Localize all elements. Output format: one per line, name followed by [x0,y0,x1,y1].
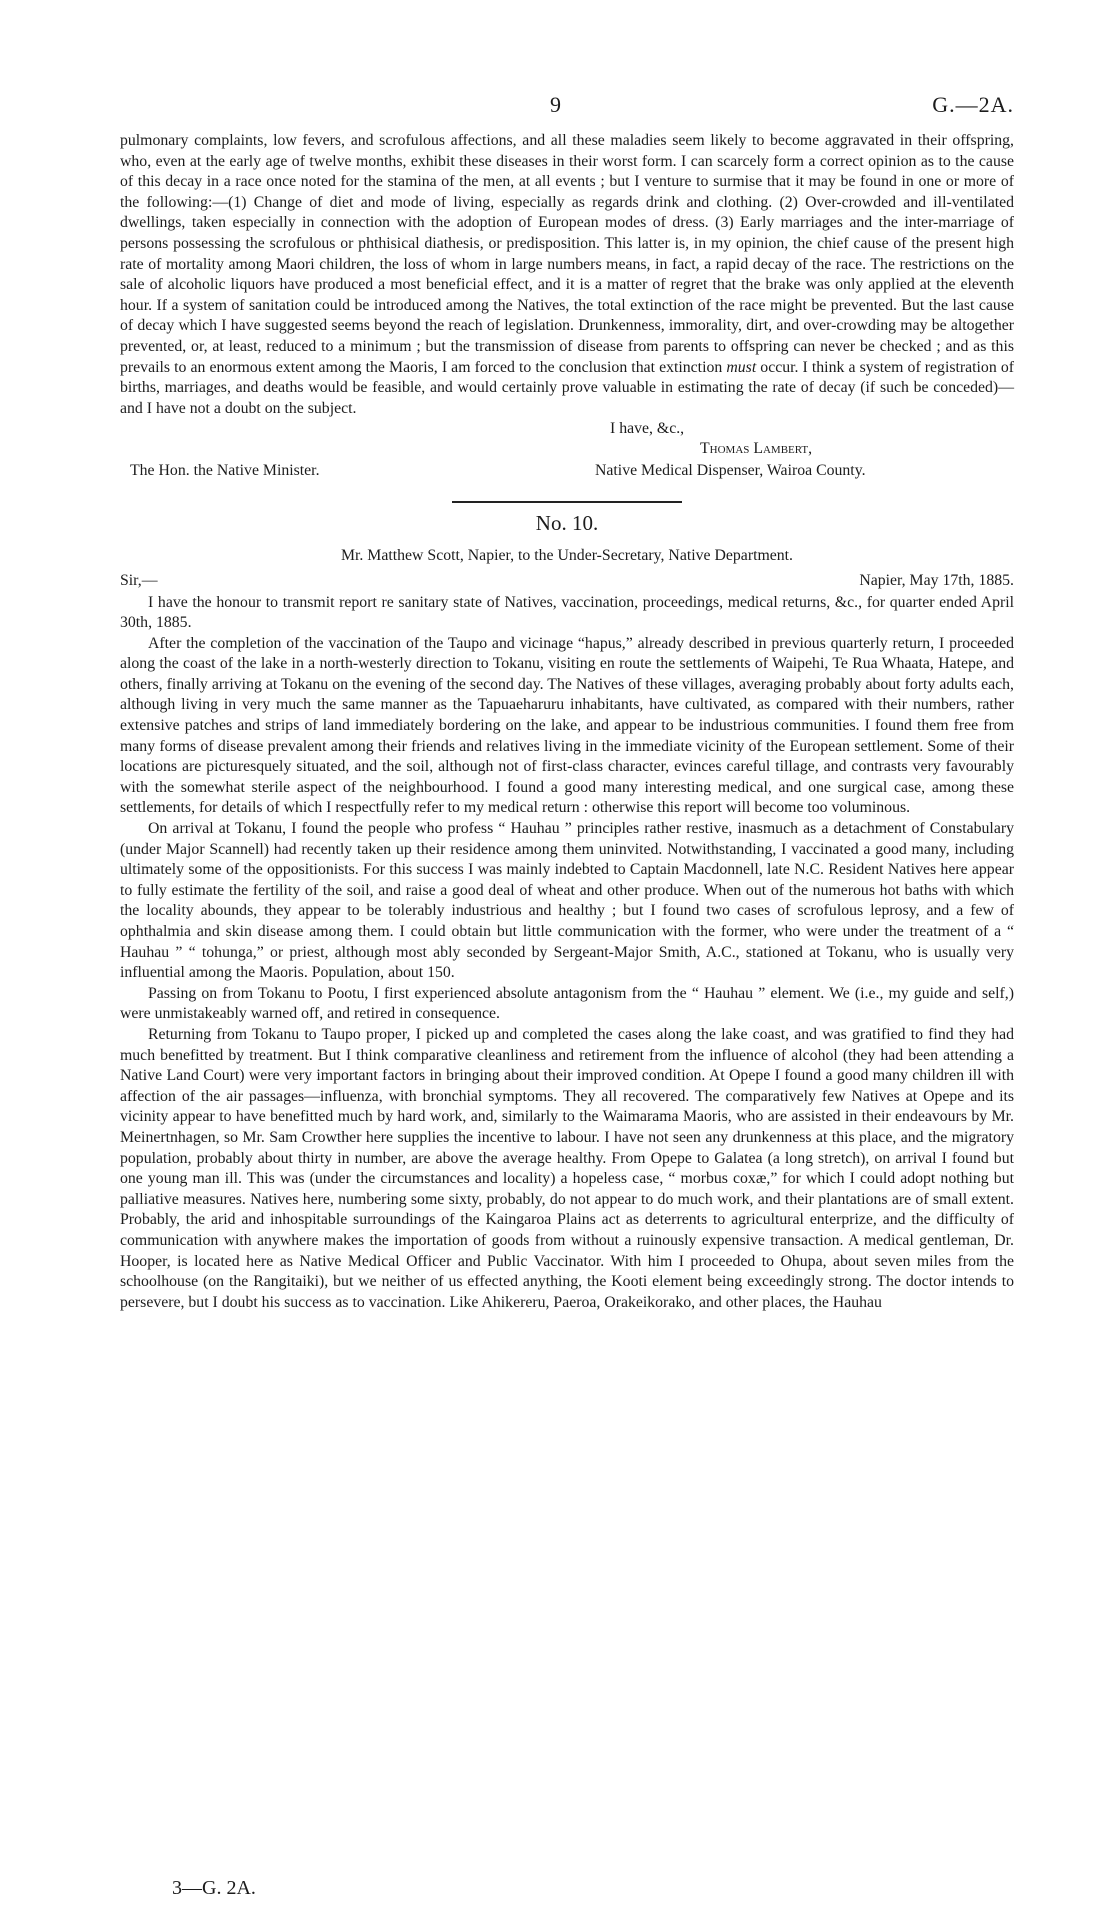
document-reference: G.—2A. [932,92,1014,117]
section-divider [452,501,682,503]
closing-phrase: I have, &c., [610,420,685,438]
page-number: 9 [550,92,561,117]
dateline: Napier, May 17th, 1885. [859,571,1014,589]
paragraph: After the completion of the vaccination of the Taupo and vicinage “hapus,” already described in previous quarterly return, I proceeded along the coast of the lake in a north-westerly direction to Tokanu, visiting en route the settlements of Waipehi, Te Rua Whaata, Hatepe, and others, finally arriving at Tokanu on the evening of the second day. The Natives of these villages, averaging probably about forty adults each, although living in very much the same manner as the Tapuaeharuru inhabitants, have cultivated, as compared with their numbers, rather extensive patches and strips of land immediately bordering on the lake, and appear to be industrious communities. I found them free from many forms of disease prevalent among their friends and relatives living in the immediate vicinity of the European settlement. Some of their locations are picturesquely situated, and the soil, although not of first-class character, evinces careful tillage, and contrasts very favourably with the somewhat sterile aspect of the neighbourhood. I found a good many interesting medical, and one surgical case, among these settlements, for details of which I respectfully refer to my medical return : otherwise this report will become too voluminous. [120,634,1014,817]
letter-9-body: pulmonary complaints, low fevers, and scrofulous affections, and all these maladies seem likely to become aggravated in their offspring, who, even at the early age of twelve months, exhibit these diseases in their worst form. I can scarcely form a correct opinion as to the cause of this decay in a race once noted for the stamina of the men, at all events ; but I venture to surmise that it may be found in one or more of the following:—(1) Change of diet and mode of living, especially as regards drink and clothing. (2) Over-crowded and ill-ventilated dwellings, taken especially in connection with the adoption of European modes of dress. (3) Early marriages and the inter-marriage of persons possessing the scrofulous or phthisical diathesis, or predisposition. This latter is, in my opinion, the chief cause of the present high rate of mortality among Maori children, the loss of whom in large numbers means, in fact, a rapid decay of the race. The restrictions on the sale of alcoholic liquors have produced a most beneficial effect, and it is a matter of regret that the brake was only applied at the eleventh hour. If a system of sanitation could be introduced among the Natives, the total extinction of the race might be prevented. But the last cause of decay which I have suggested seems beyond the reach of legislation. Drunkenness, immorality, dirt, and over-crowding may be altogether prevented, or, at least, reduced to a minimum ; but the transmission of disease from parents to offspring can never be checked ; and as this prevails to an enormous extent among the Maoris, I am forced to the conclusion that extinction must occur. I think a system of registration of births, marriages, and deaths would be feasible, and would certainly prove valuable in estimating the rate of decay (if such be conceded)—and I have not a doubt on the subject. [120,132,1014,417]
footer-signature-reference: 3—G. 2A. [172,1877,256,1899]
page-header [120,92,1014,131]
salutation-row [120,571,1014,593]
salutation: Sir,— [120,571,158,589]
emphasis-must: must [726,358,757,376]
letter-9-signoff [120,419,1014,479]
paragraph: On arrival at Tokanu, I found the people who profess “ Hauhau ” principles rather restive, inasmuch as a detachment of Constabulary (under Major Scannell) had recently taken up their residence among them uninvited. Notwithstanding, I vaccinated a good many, including ultimately some of the oppositionists. For this success I was mainly indebted to Captain Macdonnell, late N.C. Resident Natives here appear to fully estimate the fertility of the soil, and raise a good deal of wheat and other produce. When out of the numerous hot baths with which the locality abounds, they appear to be tolerably industrious and healthy ; but I found two cases of scrofulous leprosy, and a few of ophthalmia and skin disease among them. I could obtain but little communication with the former, who were under the treatment of a “ Hauhau ” “ tohunga,” or priest, although most ably seconded by Sergeant-Major Smith, A.C., stationed at Tokanu, who is usually very influential among the Maoris. Population, about 150. [120,820,1014,982]
paragraph: Returning from Tokanu to Taupo proper, I picked up and completed the cases along the lake coast, and was gratified to find they had much benefitted by treatment. But I think comparative cleanliness and retirement from the influence of alcohol (they had been attending a Native Land Court) were very important factors in bringing about their improved condition. At Opepe I found a good many children ill with affection of the air passages—influenza, with bronchial symptoms. They all recovered. The comparatively few Natives at Opepe and its vicinity appear to have benefitted much by hard work, and, similarly to the Waimarama Maoris, who are assisted in their endeavours by Mr. Meinertnhagen, so Mr. Sam Crowther here supplies the incentive to labour. I have not seen any drunkenness at this place, and the migratory population, probably about thirty in number, are above the average healthy. From Opepe to Galatea (a long stretch), on arrival I found but one young man ill. This was (under the circumstances and locality) a hopeless case, “ morbus coxæ,” for which I could adopt nothing but palliative measures. Natives here, numbering some sixty, probably, do not appear to do much work, and their plantations are of small extent. Probably, the arid and inhospitable surroundings of the Kaingaroa Plains act as deterrents to agricultural enterprize, and the difficulty of communication with anywhere makes the importation of goods from without a ruinously expensive transaction. A medical gentleman, Dr. Hooper, is located here as Native Medical Officer and Public Vaccinator. With him I proceeded to Ohupa, about seven miles from the schoolhouse (on the Rangitaiki), but we neither of us effected anything, the Kooti element being exceedingly strong. The doctor intends to persevere, but I doubt his success as to vaccination. Like Ahikereru, Paeroa, Orakeikorako, and other places, the Hauhau [120,1025,1014,1311]
letter-number: No. 10. [535,511,599,536]
letter-no-9-conclusion [120,131,1014,479]
signatory-title: Native Medical Dispenser, Wairoa County. [595,462,866,480]
paragraph: Passing on from Tokanu to Pootu, I first experienced absolute antagonism from the “ Hauhau ” element. We (i.e., my guide and self,) were unmistakeably warned off, and retired in consequence. [120,984,1014,1023]
signatory-name: Thomas Lambert, [700,440,813,458]
letter-heading: Mr. Matthew Scott, Napier, to the Under-Secretary, Native Department. [340,546,794,564]
addressee: The Hon. the Native Minister. [130,462,320,480]
letter-no-10 [120,513,1014,1313]
paragraph: I have the honour to transmit report re sanitary state of Natives, vaccination, proceedings, medical returns, &c., for quarter ended April 30th, 1885. [120,593,1014,632]
